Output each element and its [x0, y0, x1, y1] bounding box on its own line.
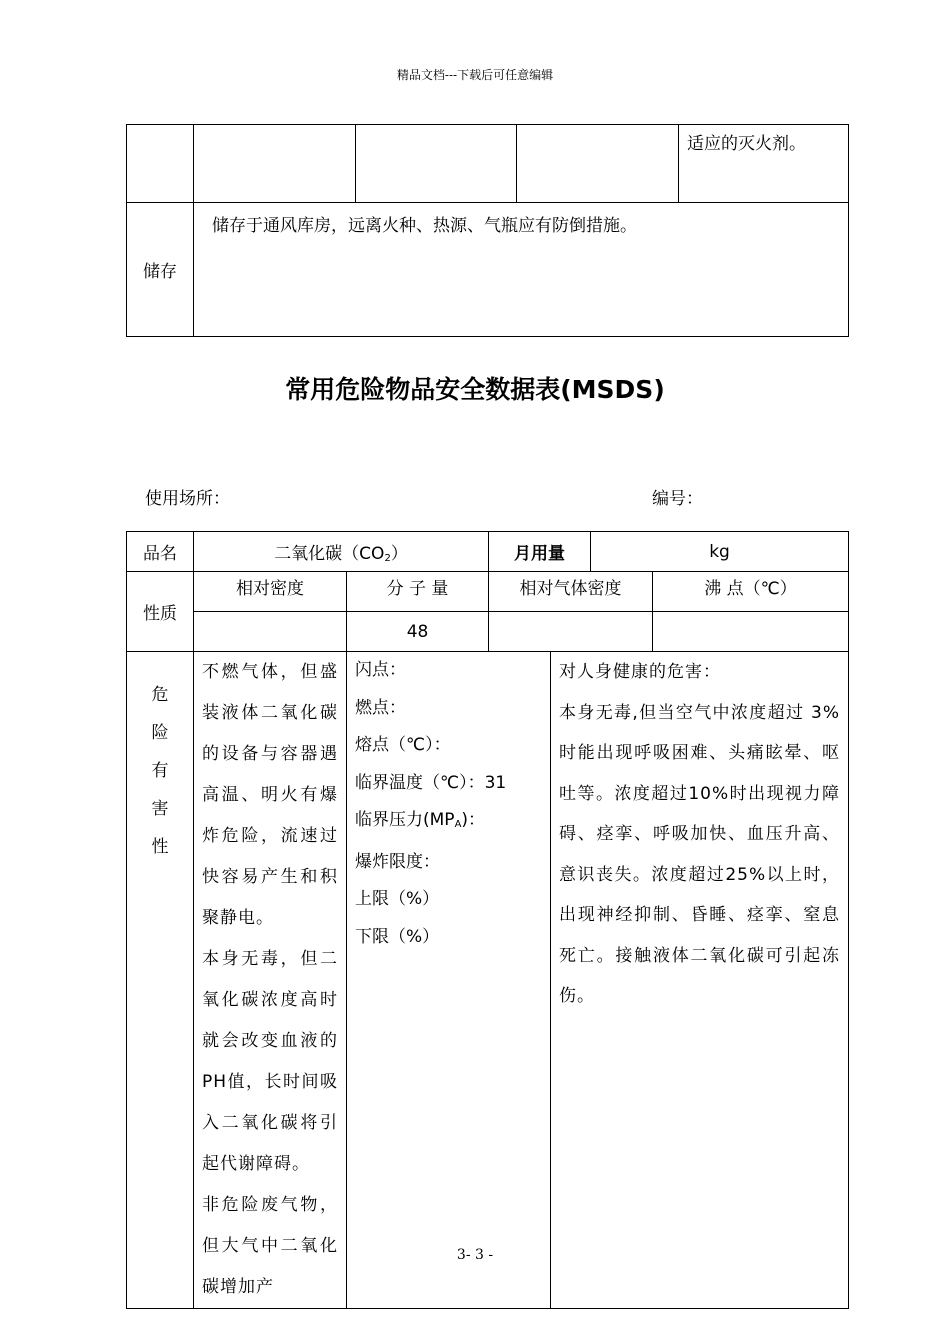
hazard-label-char: 害 [151, 799, 169, 819]
molecular-weight-value: 48 [347, 612, 489, 652]
physical-data-column [347, 652, 551, 1309]
properties-label: 性质 [127, 572, 194, 652]
hazard-label-char: 性 [151, 837, 169, 857]
relative-gas-density-label: 相对气体密度 [489, 572, 653, 612]
hazard-label-char: 有 [151, 761, 169, 781]
health-hazard-column [551, 652, 849, 1309]
relative-gas-density-value [489, 612, 653, 652]
document-title: 常用危险物品安全数据表(MSDS) [285, 375, 665, 404]
critical-pressure [355, 802, 542, 844]
top-empty-cell [356, 125, 517, 203]
page-number: 3- 3 - [456, 1247, 494, 1263]
hazard-paragraph: 非危险废气物，但大气中二氧化碳增加产 [202, 1195, 338, 1297]
name-value [194, 532, 489, 572]
critical-pressure-suffix: )： [461, 810, 486, 830]
header-note: 精品文档---下载后可任意编辑 [396, 68, 554, 82]
health-hazard-heading: 对人身健康的危害： [559, 662, 722, 682]
name-value-prefix: 二氧化碳（CO [274, 544, 385, 564]
name-value-suffix: ） [390, 544, 408, 564]
critical-pressure-prefix: 临界压力(MP [355, 810, 455, 830]
monthly-usage-label: 月用量 [489, 532, 591, 572]
name-value-subscript: 2 [384, 553, 391, 564]
monthly-usage-unit: kg [591, 532, 849, 572]
hazard-label [127, 652, 194, 1309]
top-table [126, 124, 849, 337]
boiling-point-value [653, 612, 849, 652]
boiling-point-label: 沸 点（℃） [653, 572, 849, 612]
flash-point: 闪点： [355, 660, 406, 680]
storage-label: 储存 [127, 203, 194, 337]
storage-text: 储存于通风库房，远离火种、热源、气瓶应有防倒措施。 [194, 203, 849, 337]
health-hazard-text: 本身无毒,但当空气中浓度超过 3%时能出现呼吸困难、头痛眩晕、呕吐等。浓度超过10%时出现视力障碍、痉挛、呼吸加快、血压升高、意识丧失。浓度超过25%以上时，出现神经抑制、昏睡、痉挛、窒息死亡。接触液体二氧化碳可引起冻伤。 [559, 702, 841, 1006]
lower-limit: 下限（%） [355, 926, 440, 947]
hazard-label-char: 险 [151, 723, 169, 743]
top-empty-cell [127, 125, 194, 203]
relative-density-label: 相对密度 [194, 572, 347, 612]
relative-density-value [194, 612, 347, 652]
name-label: 品名 [127, 532, 194, 572]
molecular-weight-label: 分 子 量 [347, 572, 489, 612]
top-empty-cell [194, 125, 356, 203]
melting-point: 熔点（℃）： [355, 735, 451, 755]
upper-limit: 上限（%） [355, 889, 440, 909]
critical-pressure-subscript: A [454, 819, 462, 830]
critical-temperature: 临界温度（℃）：31 [355, 772, 507, 793]
explosion-limit: 爆炸限度： [355, 851, 440, 872]
fire-agent-cell: 适应的灭火剂。 [679, 125, 849, 203]
number-label: 编号： [652, 489, 703, 509]
ignition-point: 燃点： [355, 697, 406, 718]
hazard-label-char: 危 [151, 685, 169, 705]
usage-place-label: 使用场所： [145, 489, 230, 509]
top-empty-cell [517, 125, 679, 203]
hazard-paragraph: 不燃气体，但盛装液体二氧化碳的设备与容器遇高温、明火有爆炸危险，流速过快容易产生和积聚静电。 [202, 662, 338, 928]
hazard-description-column [194, 652, 347, 1309]
hazard-paragraph: 本身无毒，但二氧化碳浓度高时就会改变血液的PH值，长时间吸入二氧化碳将引起代谢障碍。 [202, 949, 338, 1174]
msds-table [126, 531, 849, 1309]
